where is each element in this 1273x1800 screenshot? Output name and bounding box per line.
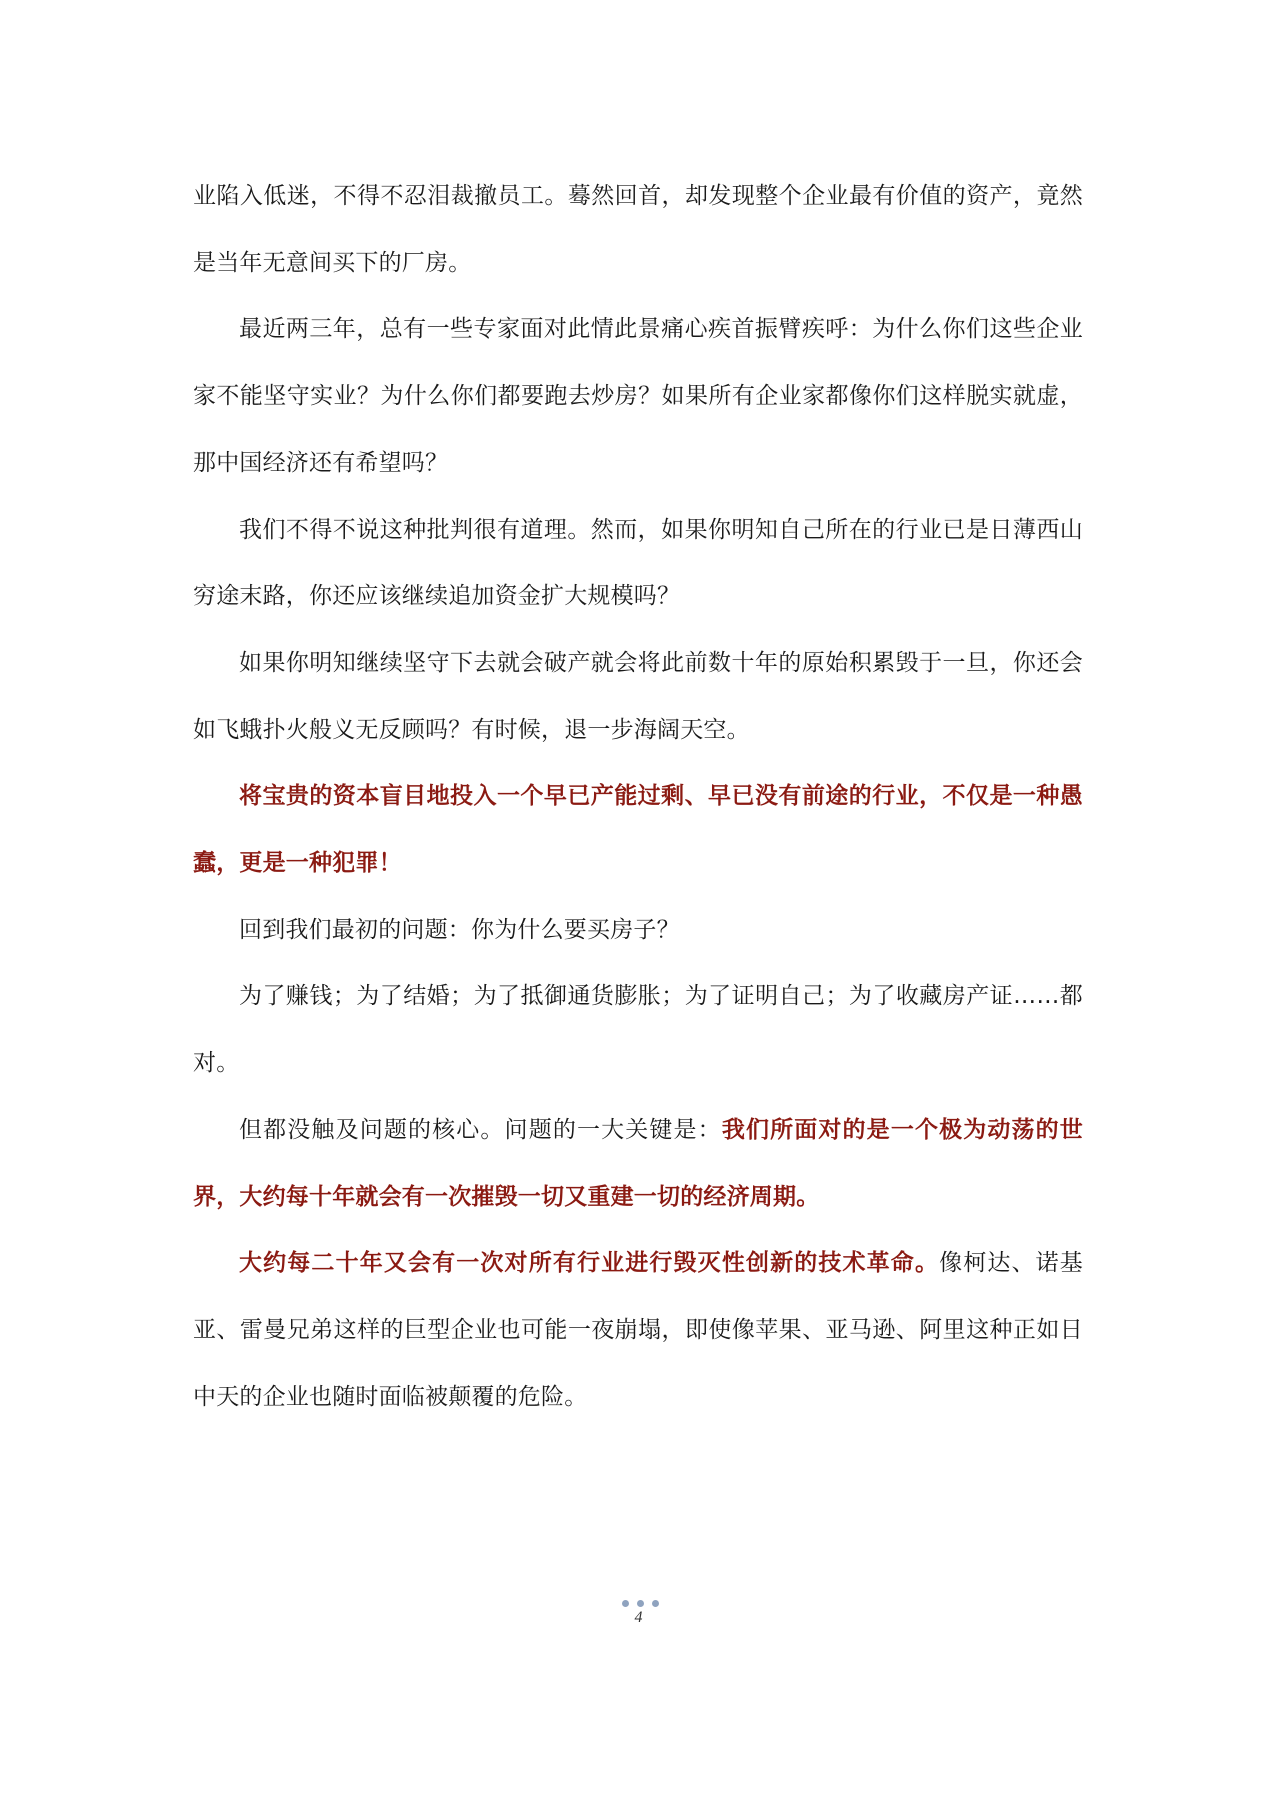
footer-dots [8,1600,1273,1607]
page-content [193,163,1083,1430]
paragraph-3: 我们不得不说这种批判很有道理。然而，如果你明知自己所在的行业已是日薄西山穷途末路，你还应该继续追加资金扩大规模吗？ [193,516,1083,610]
paragraph-8-lead: 但都没触及问题的核心。问题的一大关键是： [239,1116,722,1143]
footer-dot [622,1600,629,1607]
paragraph-9 [193,1230,1083,1430]
paragraph-4: 如果你明知继续坚守下去就会破产就会将此前数十年的原始积累毁于一旦，你还会如飞蛾扑火般义无反顾吗？有时候，退一步海阔天空。 [193,649,1083,743]
paragraph-7: 为了赚钱；为了结婚；为了抵御通货膨胀；为了证明自己；为了收藏房产证……都对。 [193,983,1083,1077]
page-footer [0,1600,1273,1627]
paragraph-5-emphasis: 将宝贵的资本盲目地投入一个早已产能过剩、早已没有前途的行业，不仅是一种愚蠢，更是一种犯罪！ [193,783,1083,877]
paragraph-1: 业陷入低迷，不得不忍泪裁撤员工。蓦然回首，却发现整个企业最有价值的资产，竟然是当年无意间买下的厂房。 [193,183,1083,276]
paragraph-8 [193,1097,1083,1230]
footer-dot [652,1600,659,1607]
page-number: 4 [634,1609,643,1626]
paragraph-2: 最近两三年，总有一些专家面对此情此景痛心疾首振臂疾呼：为什么你们这些企业家不能坚守实业？为什么你们都要跑去炒房？如果所有企业家都像你们这样脱实就虚，那中国经济还有希望吗？ [193,316,1083,476]
paragraph-9-emphasis: 大约每二十年又会有一次对所有行业进行毁灭性创新的技术革命。 [239,1250,940,1277]
paragraph-6: 回到我们最初的问题：你为什么要买房子？ [239,916,680,943]
footer-dot [637,1600,644,1607]
paragraph-9-tail: 像柯达、诺基亚、雷曼兄弟这样的巨型企业也可能一夜崩塌，即使像苹果、亚马逊、阿里这种正如日中天的企业也随时面临被颠覆的危险。 [193,1250,1083,1410]
paragraph-8-emphasis: 我们所面对的是一个极为动荡的世界，大约每十年就会有一次摧毁一切又重建一切的经济周期。 [193,1116,1084,1210]
